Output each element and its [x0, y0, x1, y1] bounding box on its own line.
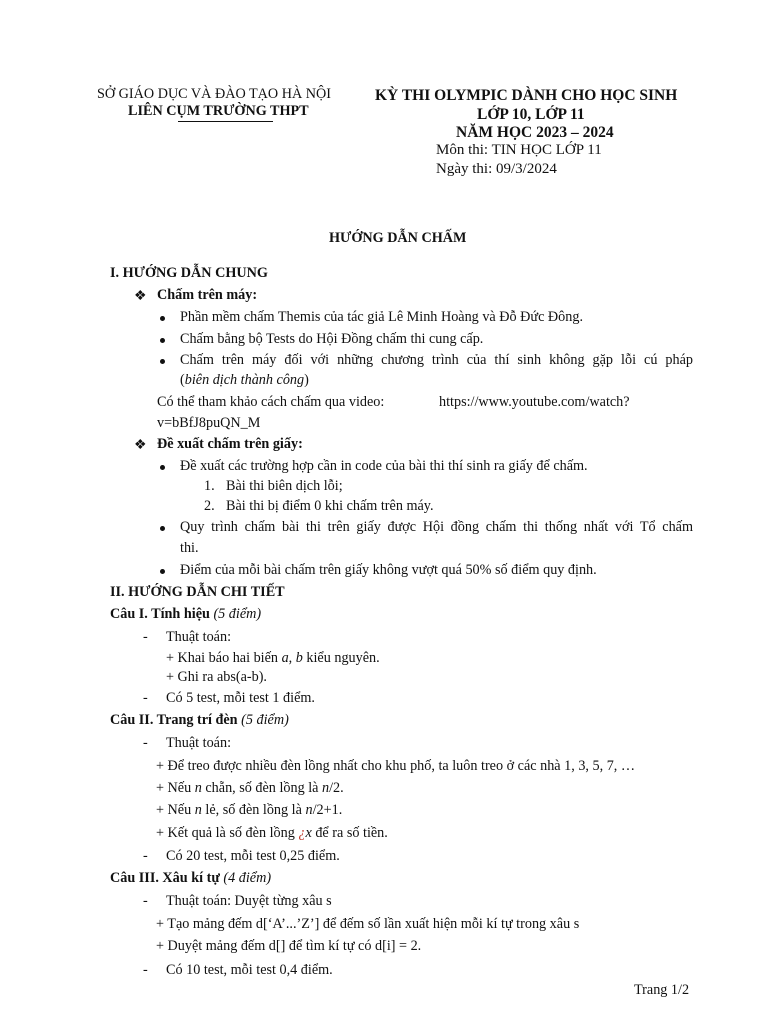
paper-subitem-1-num: 1.	[204, 478, 215, 494]
dash-icon: -	[143, 629, 148, 645]
dash-icon: -	[143, 735, 148, 751]
q1-line-2: + Ghi ra abs(a-b).	[166, 669, 267, 685]
q2-line-2-mid: chẵn, số đèn lồng là	[205, 780, 319, 796]
diamond-bullet-icon: ❖	[134, 437, 147, 453]
comma: ,	[288, 650, 293, 666]
q3-algorithm: Thuật toán: Duyệt từng xâu s	[166, 893, 332, 909]
exam-title: KỲ THI OLYMPIC DÀNH CHO HỌC SINH	[375, 87, 678, 104]
q1-line-1	[166, 650, 380, 668]
bullet-icon	[160, 465, 165, 470]
school-year: NĂM HỌC 2023 – 2024	[456, 124, 614, 141]
var-b: b	[295, 650, 303, 666]
machine-item-1: Phần mềm chấm Themis của tác giả Lê Minh Hoàng và Đỗ Đức Đông.	[180, 309, 583, 325]
document-title: HƯỚNG DẪN CHẤM	[329, 230, 467, 246]
exam-grades: LỚP 10, LỚP 11	[477, 106, 585, 123]
q2-title-text: Câu II. Trang trí đèn	[110, 712, 238, 728]
diamond-bullet-icon: ❖	[134, 288, 147, 304]
cluster-underline	[178, 121, 273, 122]
dash-icon: -	[143, 690, 148, 706]
cluster-name	[128, 103, 309, 121]
q2-algorithm: Thuật toán:	[166, 735, 232, 751]
video-reference-text: Có thể tham khảo cách chấm qua video:	[157, 394, 385, 410]
var-n: n	[194, 802, 202, 818]
machine-item-3: Chấm trên máy đối với những chương trình của thí sinh không gặp lỗi cú pháp	[180, 352, 693, 368]
department-name: SỞ GIÁO DỤC VÀ ĐÀO TẠO HÀ NỘI	[97, 86, 331, 102]
machine-item-2: Chấm bằng bộ Tests do Hội Đồng chấm thi cung cấp.	[180, 331, 484, 347]
exam-date: Ngày thi: 09/3/2024	[436, 161, 557, 177]
section-detail-heading: II. HƯỚNG DẪN CHI TIẾT	[110, 584, 285, 600]
q1-tests: Có 5 test, mỗi test 1 điểm.	[166, 690, 315, 706]
paper-item-3: Điểm của mỗi bài chấm trên giấy không vượt quá 50% số điểm quy định.	[180, 562, 597, 578]
expr-n: n	[322, 780, 330, 796]
paper-item-2: Quy trình chấm bài thi trên giấy được Hội đồng chấm thi thống nhất với Tổ chấm	[180, 519, 693, 535]
dash-icon: -	[143, 848, 148, 864]
paper-subitem-1: Bài thi biên dịch lỗi;	[226, 478, 343, 494]
q3-line-2: + Duyệt mảng đếm d[] để tìm kí tự có d[i] = 2.	[156, 938, 422, 954]
bullet-icon	[160, 316, 165, 321]
machine-item-3-cont	[180, 372, 309, 390]
paper-subitem-2: Bài thi bị điểm 0 khi chấm trên máy.	[226, 498, 434, 514]
q2-line-4-pre: + Kết quả là số đèn lồng	[156, 825, 295, 841]
q2-line-2-pre: + Nếu	[156, 780, 192, 796]
q2-tests: Có 20 test, mỗi test 0,25 điểm.	[166, 848, 340, 864]
paper-item-2-cont: thi.	[180, 540, 199, 556]
cluster-name-text: LIÊN CỤM TRƯỜNG THPT	[128, 103, 309, 119]
q1-line-1-pre: + Khai báo hai biến	[166, 650, 279, 666]
q2-points: (5 điểm)	[241, 712, 289, 728]
paper-grading-title: Đề xuất chấm trên giấy:	[157, 436, 303, 452]
exam-subject: Môn thi: TIN HỌC LỚP 11	[436, 142, 602, 158]
paper-item-1: Đề xuất các trường hợp cần in code của bài thi thí sinh ra giấy để chấm.	[180, 458, 588, 474]
q1-points: (5 điểm)	[213, 606, 262, 622]
q3-tests: Có 10 test, mỗi test 0,4 điểm.	[166, 962, 333, 978]
bullet-icon	[160, 359, 165, 364]
paren-close: )	[304, 372, 309, 388]
machine-grading-title: Chấm trên máy:	[157, 287, 258, 303]
paren-open: (	[180, 372, 185, 388]
dash-icon: -	[143, 962, 148, 978]
q3-points: (4 điểm)	[223, 870, 272, 886]
video-link-cont[interactable]: v=bBfJ8puQN_M	[157, 415, 261, 431]
var-n: n	[194, 780, 202, 796]
expr-div: /2.	[329, 780, 344, 796]
q2-line-3	[156, 802, 342, 820]
bullet-icon	[160, 338, 165, 343]
q2-line-3-mid: lẻ, số đèn lồng là	[205, 802, 302, 818]
expr-n: n	[305, 802, 313, 818]
q1-algorithm: Thuật toán:	[166, 629, 232, 645]
bullet-icon	[160, 526, 165, 531]
inverted-question-symbol: ¿	[298, 825, 306, 841]
q2-line-1: + Để treo được nhiều đèn lồng nhất cho khu phố, ta luôn treo ở các nhà 1, 3, 5, 7, …	[156, 758, 636, 774]
q2-title	[110, 712, 289, 730]
compile-success-text: biên dịch thành công	[184, 372, 305, 388]
page-number: Trang 1/2	[634, 982, 690, 998]
q1-title	[110, 606, 261, 624]
var-a: a	[281, 650, 289, 666]
section-general-heading: I. HƯỚNG DẪN CHUNG	[110, 265, 268, 281]
q2-line-3-pre: + Nếu	[156, 802, 192, 818]
var-x: x	[305, 825, 312, 841]
q2-line-2	[156, 780, 344, 798]
q2-line-4	[156, 825, 388, 843]
paper-subitem-2-num: 2.	[204, 498, 215, 514]
dash-icon: -	[143, 893, 148, 909]
q2-line-4-post: để ra số tiền.	[315, 825, 388, 841]
q3-title-text: Câu III. Xâu kí tự	[110, 870, 220, 886]
q1-line-1-post: kiểu nguyên.	[306, 650, 380, 666]
q3-title	[110, 870, 271, 888]
bullet-icon	[160, 569, 165, 574]
q1-title-text: Câu I. Tính hiệu	[110, 606, 210, 622]
q3-line-1: + Tạo mảng đếm d[‘A’...’Z’] để đếm số lần xuất hiện mỗi kí tự trong xâu s	[156, 916, 580, 932]
video-link[interactable]: https://www.youtube.com/watch?	[439, 394, 630, 410]
expr-div-plus: /2+1.	[312, 802, 343, 818]
